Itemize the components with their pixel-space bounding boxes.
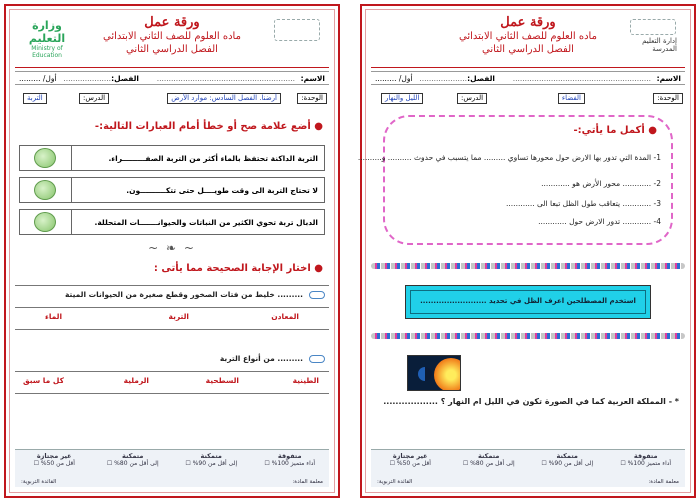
statement-box-2 [19, 177, 325, 203]
grading-footer [371, 449, 685, 487]
cloud-icon [309, 291, 325, 299]
unit-label: الوحدة: [297, 93, 327, 104]
lesson-label: الدرس: [457, 93, 487, 104]
name-field[interactable]: .......................................................... [156, 74, 295, 83]
header-divider [15, 67, 329, 68]
worksheet-page-soil [4, 4, 340, 498]
statement-text-2: لا تحتاج التربة الى وقت طويــــل حتى تتكــــــــــون. [126, 186, 318, 195]
name-label: الاسم: [656, 74, 681, 83]
section-field[interactable]: أول/ ......... [19, 74, 57, 83]
worksheet-title: ورقة عمل [500, 15, 556, 30]
grade-col-2: متمكنة إلى أقل من 90% ☐ [541, 452, 594, 467]
option-2c[interactable]: الرملية [123, 376, 149, 385]
admin-block [642, 37, 677, 53]
worksheet-title: ورقة عمل [144, 15, 200, 30]
class-field[interactable]: .................... [419, 74, 467, 83]
worksheet-header [15, 15, 329, 65]
teacher-label: معلمة المادة: [648, 479, 679, 485]
term-box [405, 285, 651, 319]
lesson-value: الليل والنهار [381, 93, 423, 104]
fill-line-4[interactable]: 4- ............ تدور الارض حول ............ [538, 217, 661, 226]
cloud-icon [309, 355, 325, 363]
section-fill-title: ● أكمل ما يأتي:- [573, 125, 657, 136]
ministry-logo [17, 19, 77, 59]
statement-text-3: الدبال تربة تحوي الكثير من النباتات والحيوانـــــــات المتحللة. [94, 218, 318, 227]
header-divider [371, 67, 685, 68]
ornament-divider: ~ ❧ ~ [148, 241, 196, 255]
bullet-icon: ● [310, 121, 323, 132]
divider [15, 371, 329, 372]
divider [15, 393, 329, 394]
worksheet-header [371, 15, 685, 65]
leaf-icon [34, 148, 56, 168]
statement-box-1 [19, 145, 325, 171]
class-label: الفصل: [467, 74, 495, 83]
option-2d[interactable]: كل ما سبق [23, 376, 64, 385]
principal-label: القائدة التربوية: [377, 479, 413, 485]
mcq-question-2 [15, 353, 329, 367]
grade-col-3: متمكنة إلى أقل من 80% ☐ [106, 452, 159, 467]
class-label: الفصل: [111, 74, 139, 83]
fill-blanks-box [357, 115, 673, 245]
admin-line-1: إدارة التعليم [642, 37, 677, 45]
teacher-label: معلمة المادة: [292, 479, 323, 485]
answer-box-3[interactable] [20, 210, 72, 234]
fill-line-2[interactable]: 2- ............ محور الأرض هو ............ [541, 179, 661, 188]
emblem-icon [267, 19, 327, 47]
grade-col-3: متمكنة إلى أقل من 80% ☐ [462, 452, 515, 467]
lesson-value: التربة [23, 93, 47, 104]
student-info-row [371, 71, 685, 85]
bead-divider [371, 263, 685, 269]
ministry-logo-text: وزارة التعليم [28, 19, 66, 45]
answer-box-2[interactable] [20, 178, 72, 202]
bullet-icon: ● [644, 125, 657, 136]
day-night-question[interactable]: * - المملكة العربية كما في الصورة تكون في الليل ام النهار ؟ .................. [383, 397, 679, 406]
option-1a[interactable]: المعادن [271, 312, 299, 321]
ministry-logo-sub: Ministry of Education [31, 45, 63, 59]
option-2b[interactable]: السطحية [205, 376, 239, 385]
divider [15, 329, 329, 330]
student-info-row [15, 71, 329, 85]
section-true-false-title: ● أضع علامة صح أو خطأ أمام العبارات التالية:- [94, 121, 323, 132]
name-field[interactable]: .......................................................... [512, 74, 651, 83]
mcq-question-1 [15, 289, 329, 303]
leaf-icon [34, 212, 56, 232]
principal-label: القائدة التربوية: [21, 479, 57, 485]
admin-line-2: المدرسة [652, 45, 677, 53]
name-label: الاسم: [300, 74, 325, 83]
section-mcq-title: ● اختار الإجابة الصحيحة مما يأتى : [153, 263, 323, 274]
grade-col-4: غير مجتازة أقل من 50% ☐ [389, 452, 431, 467]
term-line: الفصل الدراسي الثاني [126, 44, 218, 55]
class-field[interactable]: .................... [63, 74, 111, 83]
option-2a[interactable]: الطينية [292, 376, 319, 385]
grade-col-2: متمكنة إلى أقل من 90% ☐ [185, 452, 238, 467]
unit-value: أرضنا. الفصل السادس: موارد الأرض [167, 93, 281, 104]
term-line: الفصل الدراسي الثاني [482, 44, 574, 55]
grade-col-1: متفوقة أداء متميز 100% ☐ [264, 452, 316, 467]
grading-footer [15, 449, 329, 487]
fill-line-1[interactable]: 1- المدة التي تدور بها الارض حول محورها تساوي ......... مما يتسبب في حدوث .......... و.......... [357, 153, 661, 162]
fill-line-3[interactable]: 3- ............ يتعاقب طول الظل تبعا الى ............ [506, 199, 661, 208]
mcq-question-1-text: ......... خليط من فتات الصخور وقطع صغيرة من الحيوانات الميتة [64, 290, 303, 299]
divider [15, 307, 329, 308]
unit-label: الوحدة: [653, 93, 683, 104]
earth-icon [418, 367, 432, 381]
worksheet-page-day-night [357, 4, 696, 498]
grade-col-4: غير مجتازة أقل من 50% ☐ [33, 452, 75, 467]
mcq-options-2 [15, 375, 329, 389]
subject-line: ماده العلوم للصف الثاني الابتدائي [103, 31, 241, 42]
grade-col-1: متفوقة أداء متميز 100% ☐ [620, 452, 672, 467]
divider [15, 285, 329, 286]
unit-value: الفضاء [558, 93, 585, 104]
mcq-question-2-text: ......... من أنواع التربة [219, 354, 303, 363]
term-box-text[interactable]: استخدم المصطلحين اعرف الظل في تحديد ......................... [410, 290, 646, 314]
subject-line: ماده العلوم للصف الثاني الابتدائي [459, 31, 597, 42]
bullet-icon: ● [310, 263, 323, 274]
bead-divider [371, 333, 685, 339]
sun-icon [434, 358, 461, 391]
section-field[interactable]: أول/ ......... [375, 74, 413, 83]
sun-earth-image [407, 355, 461, 391]
answer-box-1[interactable] [20, 146, 72, 170]
statement-box-3 [19, 209, 325, 235]
option-1c[interactable]: الماء [45, 312, 63, 321]
option-1b[interactable]: التربة [168, 312, 189, 321]
leaf-icon [34, 180, 56, 200]
lesson-label: الدرس: [79, 93, 109, 104]
statement-text-1: التربة الداكنة تحتفظ بالماء أكثر من التربة الصفـــــــــراء. [108, 154, 318, 163]
mcq-options-1 [15, 311, 329, 325]
